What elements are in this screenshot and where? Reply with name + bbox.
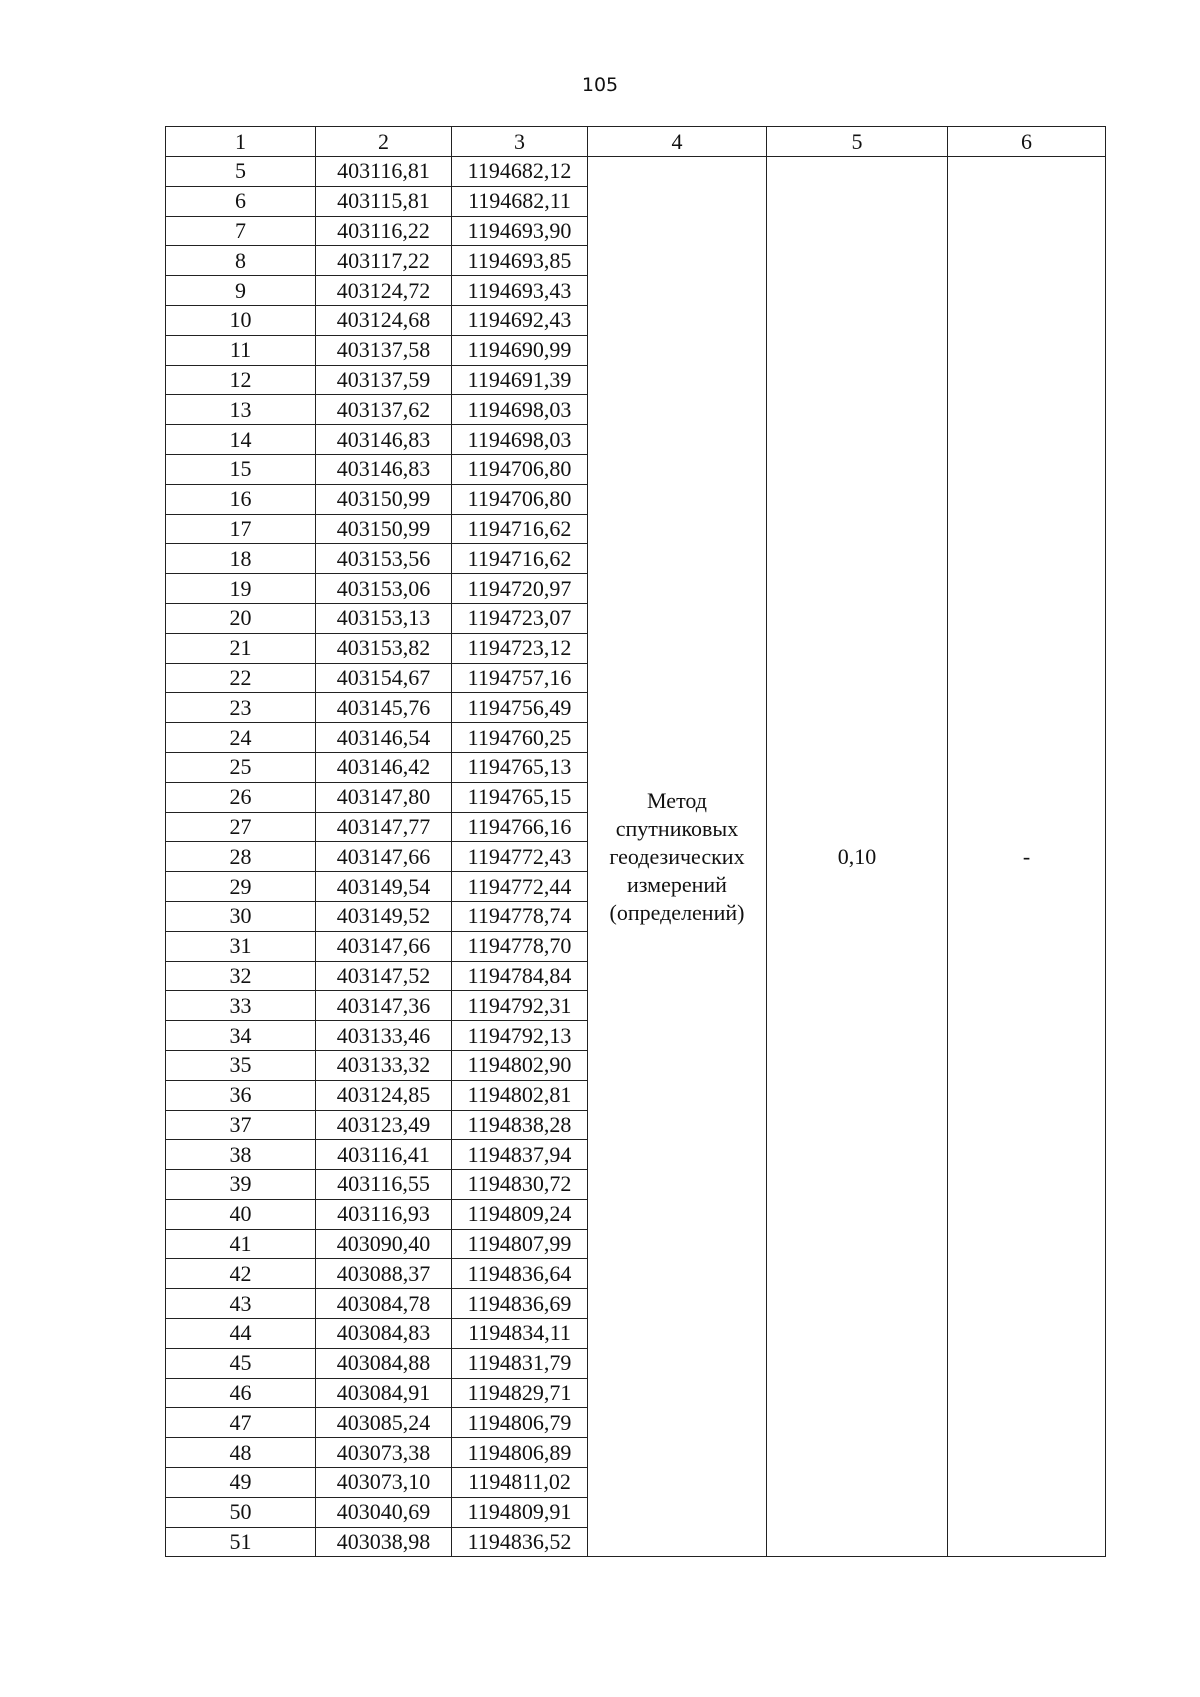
point-number-cell: 12 <box>166 365 316 395</box>
point-number-cell: 50 <box>166 1497 316 1527</box>
point-number-cell: 36 <box>166 1080 316 1110</box>
point-number-cell: 9 <box>166 276 316 306</box>
x-coordinate-cell: 403085,24 <box>316 1408 452 1438</box>
x-coordinate-cell: 403150,99 <box>316 484 452 514</box>
header-cell: 3 <box>452 127 588 157</box>
point-number-cell: 25 <box>166 752 316 782</box>
x-coordinate-cell: 403153,56 <box>316 544 452 574</box>
method-cell <box>588 157 767 1557</box>
x-coordinate-cell: 403153,13 <box>316 603 452 633</box>
point-number-cell: 47 <box>166 1408 316 1438</box>
point-number-cell: 14 <box>166 425 316 455</box>
accuracy-cell: 0,10 <box>767 157 948 1557</box>
x-coordinate-cell: 403153,06 <box>316 574 452 604</box>
y-coordinate-cell: 1194802,90 <box>452 1050 588 1080</box>
point-number-cell: 26 <box>166 782 316 812</box>
y-coordinate-cell: 1194716,62 <box>452 544 588 574</box>
y-coordinate-cell: 1194836,64 <box>452 1259 588 1289</box>
x-coordinate-cell: 403147,36 <box>316 991 452 1021</box>
header-cell: 6 <box>948 127 1106 157</box>
x-coordinate-cell: 403133,46 <box>316 1021 452 1051</box>
x-coordinate-cell: 403146,83 <box>316 454 452 484</box>
point-number-cell: 40 <box>166 1199 316 1229</box>
point-number-cell: 6 <box>166 186 316 216</box>
point-number-cell: 16 <box>166 484 316 514</box>
y-coordinate-cell: 1194716,62 <box>452 514 588 544</box>
y-coordinate-cell: 1194792,13 <box>452 1021 588 1051</box>
x-coordinate-cell: 403115,81 <box>316 186 452 216</box>
header-cell: 4 <box>588 127 767 157</box>
x-coordinate-cell: 403116,22 <box>316 216 452 246</box>
x-coordinate-cell: 403116,93 <box>316 1199 452 1229</box>
x-coordinate-cell: 403153,82 <box>316 633 452 663</box>
method-text-line: Метод <box>647 787 707 813</box>
y-coordinate-cell: 1194831,79 <box>452 1348 588 1378</box>
x-coordinate-cell: 403147,52 <box>316 961 452 991</box>
y-coordinate-cell: 1194698,03 <box>452 395 588 425</box>
x-coordinate-cell: 403038,98 <box>316 1527 452 1557</box>
y-coordinate-cell: 1194811,02 <box>452 1468 588 1498</box>
y-coordinate-cell: 1194690,99 <box>452 335 588 365</box>
point-number-cell: 44 <box>166 1319 316 1349</box>
point-number-cell: 46 <box>166 1378 316 1408</box>
point-number-cell: 7 <box>166 216 316 246</box>
table-body <box>166 157 1106 1557</box>
x-coordinate-cell: 403149,52 <box>316 901 452 931</box>
y-coordinate-cell: 1194682,11 <box>452 186 588 216</box>
point-number-cell: 42 <box>166 1259 316 1289</box>
point-number-cell: 8 <box>166 246 316 276</box>
y-coordinate-cell: 1194836,69 <box>452 1289 588 1319</box>
y-coordinate-cell: 1194802,81 <box>452 1080 588 1110</box>
y-coordinate-cell: 1194706,80 <box>452 454 588 484</box>
coordinates-table <box>165 126 1106 1557</box>
x-coordinate-cell: 403040,69 <box>316 1497 452 1527</box>
y-coordinate-cell: 1194830,72 <box>452 1170 588 1200</box>
x-coordinate-cell: 403147,77 <box>316 812 452 842</box>
y-coordinate-cell: 1194756,49 <box>452 693 588 723</box>
y-coordinate-cell: 1194682,12 <box>452 157 588 187</box>
y-coordinate-cell: 1194760,25 <box>452 723 588 753</box>
y-coordinate-cell: 1194807,99 <box>452 1229 588 1259</box>
y-coordinate-cell: 1194772,43 <box>452 842 588 872</box>
point-number-cell: 39 <box>166 1170 316 1200</box>
y-coordinate-cell: 1194765,15 <box>452 782 588 812</box>
y-coordinate-cell: 1194765,13 <box>452 752 588 782</box>
method-text-line: (определений) <box>609 899 745 925</box>
y-coordinate-cell: 1194809,24 <box>452 1199 588 1229</box>
y-coordinate-cell: 1194691,39 <box>452 365 588 395</box>
y-coordinate-cell: 1194692,43 <box>452 305 588 335</box>
y-coordinate-cell: 1194723,12 <box>452 633 588 663</box>
point-number-cell: 18 <box>166 544 316 574</box>
method-text-line: спутниковых <box>615 815 739 841</box>
y-coordinate-cell: 1194778,74 <box>452 901 588 931</box>
y-coordinate-cell: 1194693,85 <box>452 246 588 276</box>
x-coordinate-cell: 403154,67 <box>316 663 452 693</box>
x-coordinate-cell: 403124,72 <box>316 276 452 306</box>
header-cell: 2 <box>316 127 452 157</box>
point-number-cell: 17 <box>166 514 316 544</box>
y-coordinate-cell: 1194792,31 <box>452 991 588 1021</box>
point-number-cell: 21 <box>166 633 316 663</box>
x-coordinate-cell: 403090,40 <box>316 1229 452 1259</box>
point-number-cell: 37 <box>166 1110 316 1140</box>
point-number-cell: 29 <box>166 872 316 902</box>
x-coordinate-cell: 403088,37 <box>316 1259 452 1289</box>
y-coordinate-cell: 1194766,16 <box>452 812 588 842</box>
point-number-cell: 30 <box>166 901 316 931</box>
y-coordinate-cell: 1194757,16 <box>452 663 588 693</box>
point-number-cell: 24 <box>166 723 316 753</box>
x-coordinate-cell: 403147,80 <box>316 782 452 812</box>
x-coordinate-cell: 403073,10 <box>316 1468 452 1498</box>
y-coordinate-cell: 1194836,52 <box>452 1527 588 1557</box>
method-text-line: геодезических <box>609 843 745 869</box>
point-number-cell: 48 <box>166 1438 316 1468</box>
point-number-cell: 49 <box>166 1468 316 1498</box>
y-coordinate-cell: 1194706,80 <box>452 484 588 514</box>
y-coordinate-cell: 1194809,91 <box>452 1497 588 1527</box>
x-coordinate-cell: 403150,99 <box>316 514 452 544</box>
x-coordinate-cell: 403124,85 <box>316 1080 452 1110</box>
x-coordinate-cell: 403116,41 <box>316 1140 452 1170</box>
point-number-cell: 22 <box>166 663 316 693</box>
point-number-cell: 32 <box>166 961 316 991</box>
y-coordinate-cell: 1194837,94 <box>452 1140 588 1170</box>
y-coordinate-cell: 1194784,84 <box>452 961 588 991</box>
header-cell: 5 <box>767 127 948 157</box>
point-number-cell: 38 <box>166 1140 316 1170</box>
point-number-cell: 35 <box>166 1050 316 1080</box>
point-number-cell: 28 <box>166 842 316 872</box>
point-number-cell: 10 <box>166 305 316 335</box>
y-coordinate-cell: 1194834,11 <box>452 1319 588 1349</box>
y-coordinate-cell: 1194806,79 <box>452 1408 588 1438</box>
x-coordinate-cell: 403123,49 <box>316 1110 452 1140</box>
page-number: 105 <box>581 74 619 96</box>
point-number-cell: 19 <box>166 574 316 604</box>
point-number-cell: 43 <box>166 1289 316 1319</box>
point-number-cell: 34 <box>166 1021 316 1051</box>
y-coordinate-cell: 1194772,44 <box>452 872 588 902</box>
point-number-cell: 45 <box>166 1348 316 1378</box>
x-coordinate-cell: 403147,66 <box>316 931 452 961</box>
x-coordinate-cell: 403147,66 <box>316 842 452 872</box>
point-number-cell: 51 <box>166 1527 316 1557</box>
y-coordinate-cell: 1194829,71 <box>452 1378 588 1408</box>
x-coordinate-cell: 403117,22 <box>316 246 452 276</box>
point-number-cell: 13 <box>166 395 316 425</box>
point-number-cell: 20 <box>166 603 316 633</box>
x-coordinate-cell: 403146,54 <box>316 723 452 753</box>
x-coordinate-cell: 403084,83 <box>316 1319 452 1349</box>
column-6-cell: - <box>948 157 1106 1557</box>
point-number-cell: 23 <box>166 693 316 723</box>
x-coordinate-cell: 403073,38 <box>316 1438 452 1468</box>
y-coordinate-cell: 1194693,90 <box>452 216 588 246</box>
x-coordinate-cell: 403149,54 <box>316 872 452 902</box>
x-coordinate-cell: 403116,81 <box>316 157 452 187</box>
y-coordinate-cell: 1194723,07 <box>452 603 588 633</box>
y-coordinate-cell: 1194806,89 <box>452 1438 588 1468</box>
x-coordinate-cell: 403146,42 <box>316 752 452 782</box>
table-row <box>166 157 1106 187</box>
x-coordinate-cell: 403137,59 <box>316 365 452 395</box>
y-coordinate-cell: 1194720,97 <box>452 574 588 604</box>
y-coordinate-cell: 1194693,43 <box>452 276 588 306</box>
x-coordinate-cell: 403137,58 <box>316 335 452 365</box>
x-coordinate-cell: 403084,88 <box>316 1348 452 1378</box>
x-coordinate-cell: 403084,91 <box>316 1378 452 1408</box>
point-number-cell: 33 <box>166 991 316 1021</box>
x-coordinate-cell: 403124,68 <box>316 305 452 335</box>
x-coordinate-cell: 403146,83 <box>316 425 452 455</box>
x-coordinate-cell: 403133,32 <box>316 1050 452 1080</box>
method-text-line: измерений <box>627 871 727 897</box>
x-coordinate-cell: 403116,55 <box>316 1170 452 1200</box>
point-number-cell: 27 <box>166 812 316 842</box>
point-number-cell: 41 <box>166 1229 316 1259</box>
header-cell: 1 <box>166 127 316 157</box>
x-coordinate-cell: 403084,78 <box>316 1289 452 1319</box>
point-number-cell: 5 <box>166 157 316 187</box>
y-coordinate-cell: 1194778,70 <box>452 931 588 961</box>
y-coordinate-cell: 1194838,28 <box>452 1110 588 1140</box>
table-header-row <box>166 127 1106 157</box>
point-number-cell: 15 <box>166 454 316 484</box>
x-coordinate-cell: 403145,76 <box>316 693 452 723</box>
x-coordinate-cell: 403137,62 <box>316 395 452 425</box>
y-coordinate-cell: 1194698,03 <box>452 425 588 455</box>
point-number-cell: 31 <box>166 931 316 961</box>
point-number-cell: 11 <box>166 335 316 365</box>
